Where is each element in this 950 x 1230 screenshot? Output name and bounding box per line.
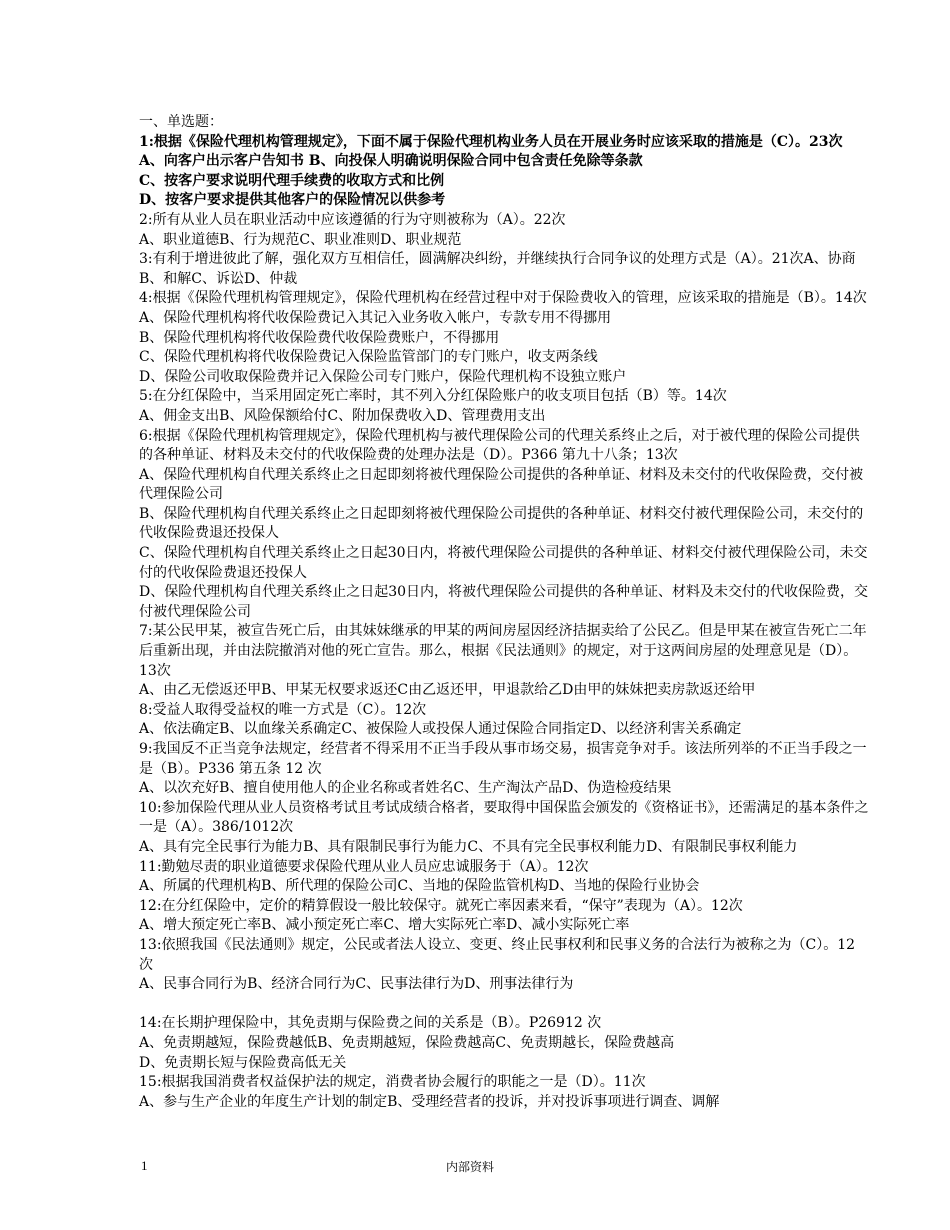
question-line: 7:某公民甲某，被宣告死亡后，由其妹妹继承的甲某的两间房屋因经济拮据卖给了公民乙。但是甲某在被宣告死亡二年后重新出现，并由法院撤消对他的死亡宣告。那么，根据《民法通则》的规定，对于这两间房屋的处理意见是（D）。13次 [139,623,867,679]
question-line: 8:受益人取得受益权的唯一方式是（C）。12次 [139,701,427,718]
question-line: 11:勤勉尽责的职业道德要求保险代理从业人员应忠诚服务于（A）。12次 [139,858,589,875]
question-line: 14:在长期护理保险中，其免责期与保险费之间的关系是（B）。P26912 次 [139,1015,602,1032]
blank-line [139,995,869,1015]
question-line: A、保险代理机构将代收保险费记入其记入业务收入帐户，专款专用不得挪用 [139,309,612,326]
question-line: A、佣金支出B、风险保额给付C、附加保费收入D、管理费用支出 [139,407,546,424]
question-line: A、免责期越短，保险费越低B、免责期越短，保险费越高C、免责期越长，保险费越高 [139,1034,675,1051]
question-line: D、免责期长短与保险费高低无关 [139,1054,347,1071]
question-line: D、保险公司收取保险费并记入保险公司专门账户，保险代理机构不设独立账户 [139,368,627,385]
question-line: 4:根据《保险代理机构管理规定》，保险代理机构在经营过程中对于保险费收入的管理，应该采取的措施是（B）。14次 [139,290,867,307]
question-line: 9:我国反不正当竞争法规定，经营者不得采用不正当手段从事市场交易，损害竞争对手。该法所列举的不正当手段之一是（B）。P336 第五条 12 次 [139,741,867,777]
question-line: 15:根据我国消费者权益保护法的规定，消费者协会履行的职能之一是（D）。11次 [139,1074,646,1091]
question-line: A、职业道德B、行为规范C、职业准则D、职业规范 [139,231,462,248]
question-line: A、具有完全民事行为能力B、具有限制民事行为能力C、不具有完全民事权利能力D、有限制民事权利能力 [139,838,798,855]
section-heading: 一、单选题： [139,114,223,130]
page-number: 1 [141,1158,148,1173]
question-line: B、保险代理机构将代收保险费代收保险费账户，不得挪用 [139,329,500,346]
question-line: A、民事合同行为B、经济合同行为C、民事法律行为D、刑事法律行为 [139,976,574,993]
question-line: A、保险代理机构自代理关系终止之日起即刻将被代理保险公司提供的各种单证、材料及未交付的代收保险费，交付被代理保险公司 [139,466,864,503]
question-line: A、所属的代理机构B、所代理的保险公司C、当地的保险监管机构D、当地的保险行业协会 [139,878,700,895]
question-line: C、保险代理机构将代收保险费记入保险监管部门的专门账户，收支两条线 [139,349,598,366]
question-line: 6:根据《保险代理机构管理规定》，保险代理机构与被代理保险公司的代理关系终止之后，对于被代理的保险公司提供的各种单证、材料及未交付的代收保险费的处理办法是（D）。P366 第九十八条；13次 [139,427,860,464]
question-line: 10:参加保险代理从业人员资格考试且考试成绩合格者，要取得中国保监会颁发的《资格证书》，还需满足的基本条件之一是（A）。386/1012次 [139,799,869,836]
question-line: A、由乙无偿返还甲B、甲某无权要求返还C由乙返还甲，甲退款给乙D由甲的妹妹把卖房款返还给甲 [139,682,756,699]
question-line: B、保险代理机构自代理关系终止之日起即刻将被代理保险公司提供的各种单证、材料交付被代理保险公司，未交付的代收保险费退还投保人 [139,505,864,542]
question-list [139,133,869,1113]
question-line: A、以次充好B、擅自使用他人的企业名称或者姓名C、生产淘汰产品D、伪造检疫结果 [139,780,672,797]
question-line: 1:根据《保险代理机构管理规定》，下面不属于保险代理机构业务人员在开展业务时应该采取的措施是（C）。23次 [139,133,843,150]
footer-label: 内部资料 [446,1160,495,1174]
document-body [139,113,869,1112]
question-line: C、按客户要求说明代理手续费的收取方式和比例 [139,172,445,189]
question-line: A、增大预定死亡率B、减小预定死亡率C、增大实际死亡率D、减小实际死亡率 [139,917,630,934]
question-line: A、参与生产企业的年度生产计划的制定B、受理经营者的投诉，并对投诉事项进行调查、调解 [139,1093,720,1110]
question-line: 2:所有从业人员在职业活动中应该遵循的行为守则被称为（A）。22次 [139,211,566,228]
question-line: C、保险代理机构自代理关系终止之日起30日内，将被代理保险公司提供的各种单证、材料交付被代理保险公司，未交付的代收保险费退还投保人 [139,545,868,581]
question-line: D、按客户要求提供其他客户的保险情况以供参考 [139,192,446,209]
question-line: A、向客户出示客户告知书 B、向投保人明确说明保险合同中包含责任免除等条款 [139,153,643,170]
question-line: 3:有利于增进彼此了解，强化双方互相信任，圆满解决纠纷，并继续执行合同争议的处理方式是（A）。21次A、协商B、和解C、诉讼D、仲裁 [139,251,856,287]
question-line: 5:在分红保险中，当采用固定死亡率时，其不列入分红保险账户的收支项目包括（B）等。14次 [139,388,727,405]
question-line: A、依法确定B、以血缘关系确定C、被保险人或投保人通过保险合同指定D、以经济利害关系确定 [139,721,742,738]
question-line: D、保险代理机构自代理关系终止之日起30日内，将被代理保险公司提供的各种单证、材料及未交付的代收保险费，交付被代理保险公司 [139,584,869,620]
question-line: 12:在分红保险中，定价的精算假设一般比较保守。就死亡率因素来看，“保守”表现为（A）。12次 [139,897,743,914]
question-line: 13:依照我国《民法通则》规定，公民或者法人设立、变更、终止民事权利和民事义务的合法行为被称之为（C）。12次 [139,936,856,973]
